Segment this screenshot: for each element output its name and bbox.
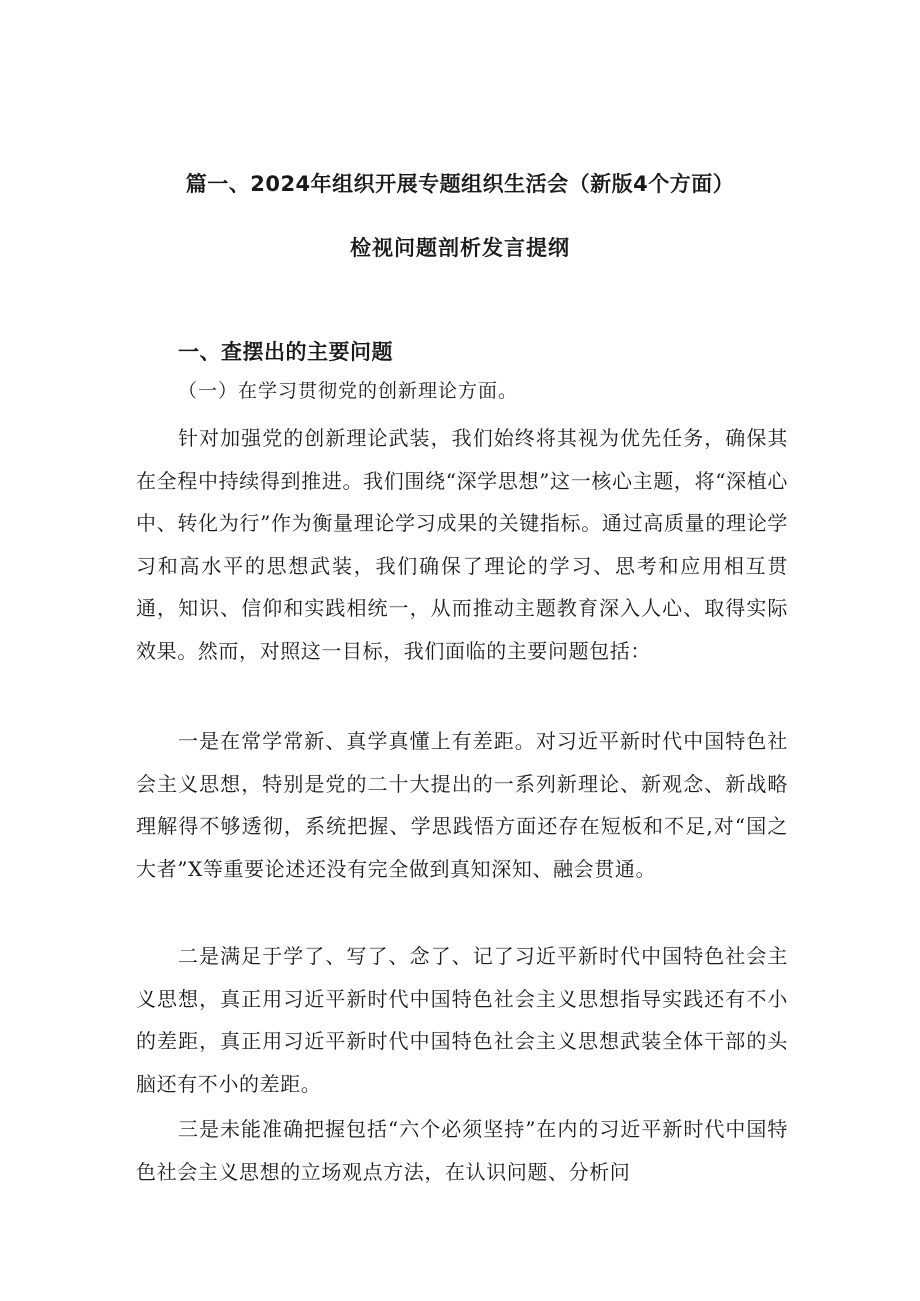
body-paragraph-2: 一是在常学常新、真学真懂上有差距。对习近平新时代中国特色社会主义思想，特别是党的二十大提出的一系列新理论、新观念、新战略理解得不够透彻，系统把握、学思践悟方面还存在短板和不足,对“国之大者”X等重要论述还没有完全做到真知深知、融会贯通。 bbox=[136, 729, 788, 881]
body-paragraph-4: 三是未能准确把握包括“六个必须坚持”在内的习近平新时代中国特色社会主义思想的立场观点方法，在认识问题、分析问 bbox=[136, 1117, 788, 1184]
document-title-line2: 检视问题剖析发言提纲 bbox=[350, 236, 570, 260]
section-heading: 一、查摆出的主要问题 bbox=[178, 340, 393, 364]
document-title-line1: 篇一、2024年组织开展专题组织生活会（新版4个方面） bbox=[185, 172, 735, 196]
body-paragraph-1: 针对加强党的创新理论武装，我们始终将其视为优先任务，确保其在全程中持续得到推进。我们围绕“深学思想”这一核心主题，将“深植心中、转化为行”作为衡量理论学习成果的关键指标。通过高质量的理论学习和高水平的思想武装，我们确保了理论的学习、思考和应用相互贯通，知识、信仰和实践相统一，从而推动主题教育深入人心、取得实际效果。然而，对照这一目标，我们面临的主要问题包括： bbox=[136, 426, 788, 663]
subsection-heading: （一）在学习贯彻党的创新理论方面。 bbox=[178, 380, 519, 402]
body-paragraph-3: 二是满足于学了、写了、念了、记了习近平新时代中国特色社会主义思想，真正用习近平新时代中国特色社会主义思想指导实践还有不小的差距，真正用习近平新时代中国特色社会主义思想武装全体干部的头脑还有不小的差距。 bbox=[136, 944, 788, 1096]
